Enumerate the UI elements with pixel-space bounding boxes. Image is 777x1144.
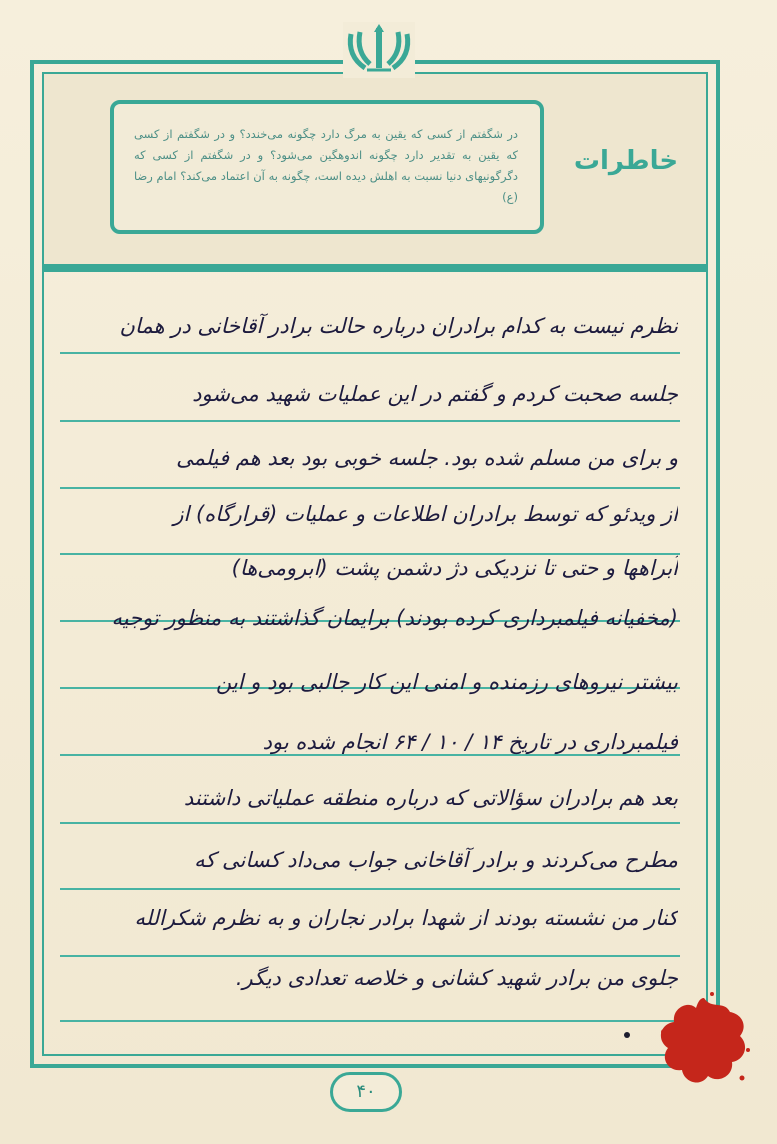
ruled-line xyxy=(60,487,680,489)
handwritten-line-10: مطرح می‌کردند و برادر آقاخانی جواب می‌داد کسانی که xyxy=(194,848,678,872)
page-number: ۴۰ xyxy=(330,1072,402,1112)
ruled-line xyxy=(60,888,680,890)
iran-emblem-icon xyxy=(343,22,415,78)
ruled-line xyxy=(60,352,680,354)
ruled-line xyxy=(60,955,680,957)
ruled-line xyxy=(60,1020,680,1022)
section-title: خاطرات xyxy=(573,146,679,176)
handwritten-line-8: فیلمبرداری در تاریخ ۱۴ / ۱۰ / ۶۴ انجام شده بود xyxy=(262,730,678,754)
ruled-line xyxy=(60,822,680,824)
handwritten-line-9: بعد هم برادران سؤالاتی که درباره منطقه عملیاتی داشتند xyxy=(183,786,678,810)
header-separator xyxy=(42,264,708,272)
handwritten-line-1: نظرم نیست به کدام برادران درباره حالت برادر آقاخانی در همان xyxy=(119,314,678,338)
handwritten-line-7: بیشتر نیروهای رزمنده و امنی این کار جالبی بود و این xyxy=(215,670,678,694)
handwritten-line-2: جلسه صحبت کردم و گفتم در این عملیات شهید می‌شود xyxy=(192,382,678,406)
handwritten-line-5: آبراهها و حتی تا نزدیکی دژ دشمن پشت (ابرومی‌ها) xyxy=(231,556,678,580)
handwritten-line-6: (مخفیانه فیلمبرداری کرده بودند) برایمان گذاشتند به منظور توجیه xyxy=(111,606,678,630)
ink-dot xyxy=(624,1032,630,1038)
handwritten-line-4: از ویدئو که توسط برادران اطلاعات و عملیات (قرارگاه) از xyxy=(173,502,678,526)
blood-stain-icon xyxy=(652,990,752,1090)
hadith-quote: در شگفتم از کسی که یقین به مرگ دارد چگونه می‌خندد؟ و در شگفتم از کسی که یقین به تقدیر دارد چگونه اندوهگین می‌شود؟ و در شگفتم از کسی که دگرگونیهای دنیا نسبت به اهلش دیده است، چگونه به آن اعتماد می‌کند؟ امام رضا (ع) xyxy=(134,127,518,204)
ruled-line xyxy=(60,420,680,422)
handwritten-line-12: جلوی من برادر شهید کشانی و خلاصه تعدادی دیگر. xyxy=(235,966,678,990)
quote-box xyxy=(110,100,544,234)
handwritten-line-3: و برای من مسلم شده بود. جلسه خوبی بود بعد هم فیلمی xyxy=(176,446,678,470)
handwritten-line-11: کنار من نشسته بودند از شهدا برادر نجاران و به نظرم شکرالله xyxy=(134,906,678,930)
